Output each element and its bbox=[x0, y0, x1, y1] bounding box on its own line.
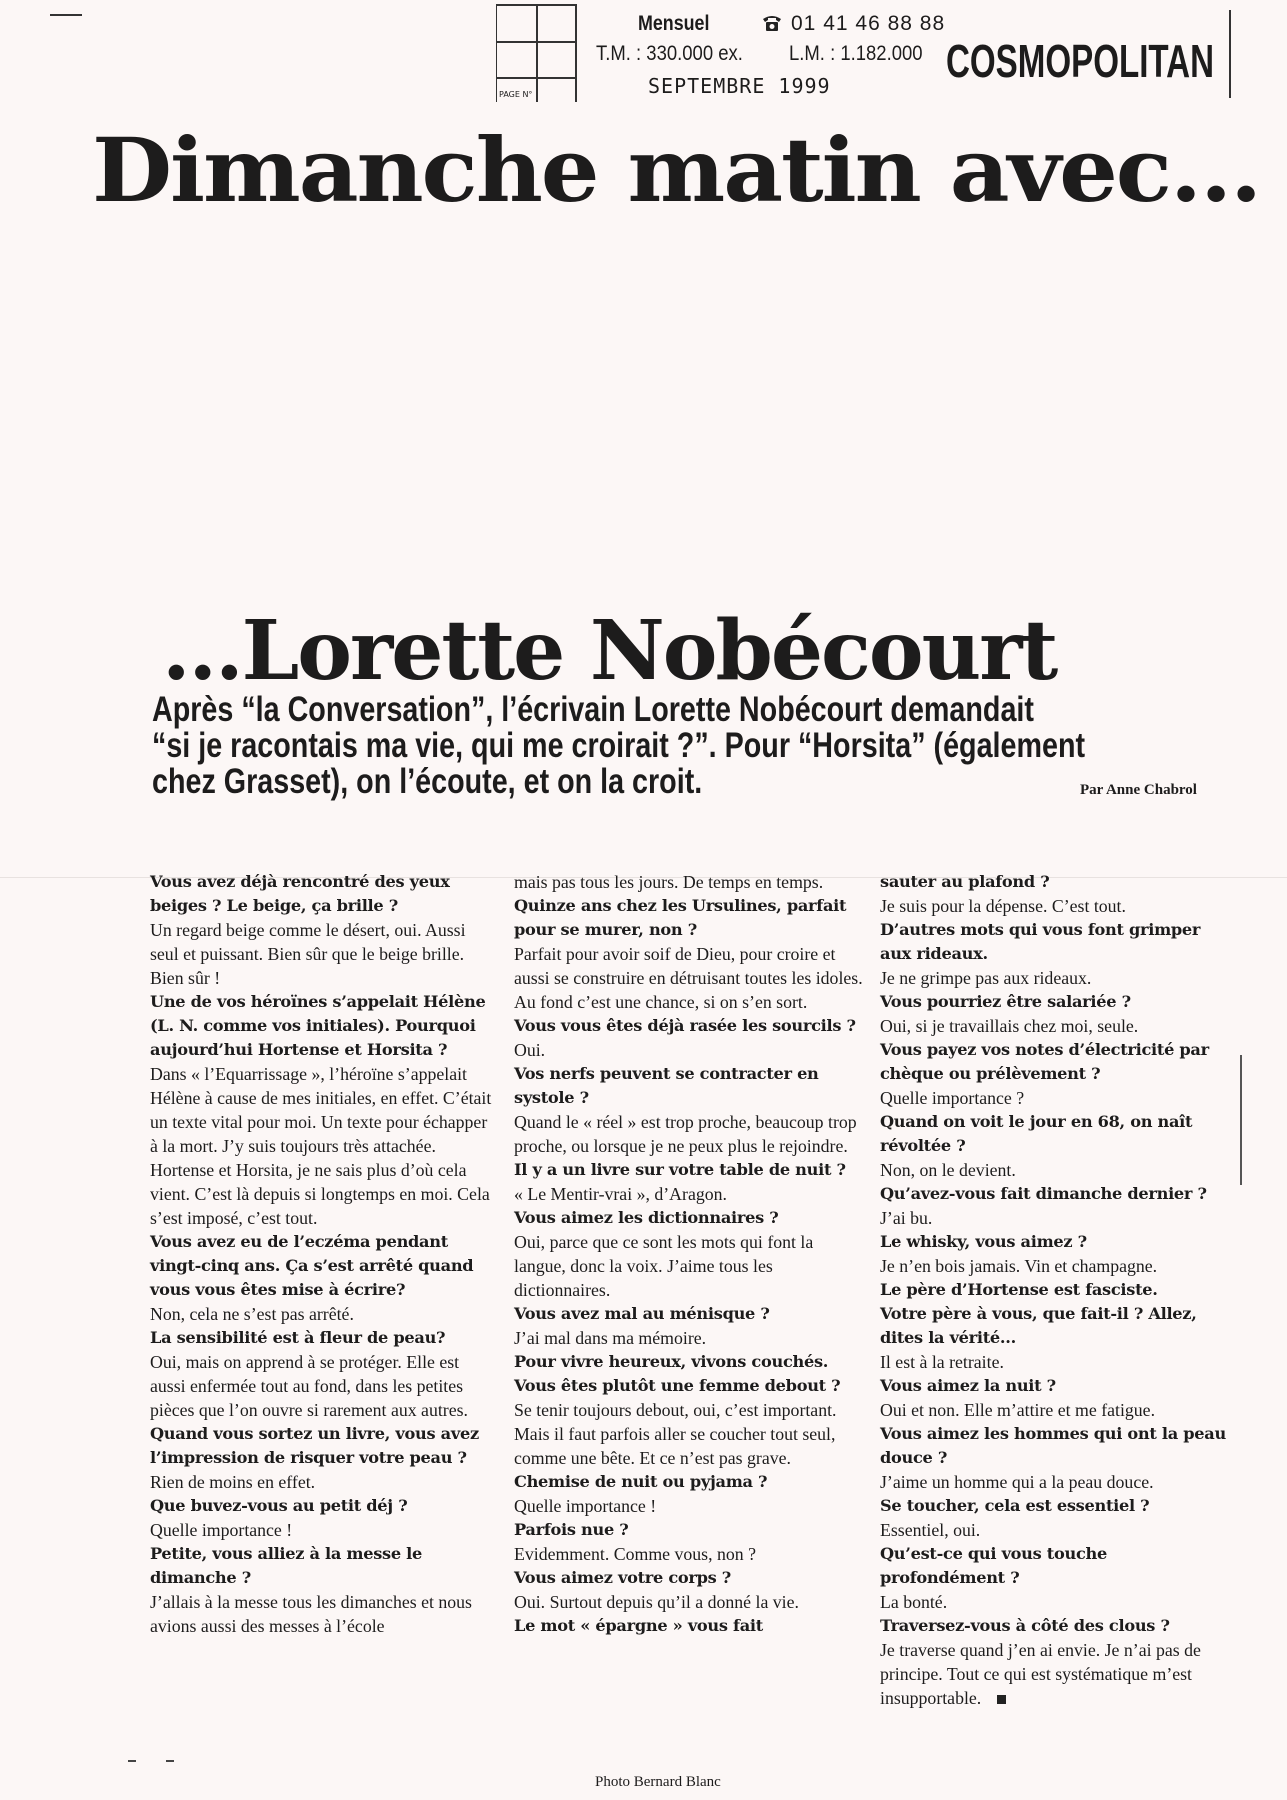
interview-question: Petite, vous alliez à la messe le dimanche ? bbox=[150, 1544, 423, 1587]
end-mark bbox=[997, 1695, 1006, 1704]
interview-answer: Oui, si je travaillais chez moi, seule. bbox=[880, 1016, 1139, 1036]
article-intro bbox=[152, 692, 1161, 800]
column-rule bbox=[1240, 1055, 1242, 1185]
interview-question: La sensibilité est à fleur de peau? bbox=[150, 1328, 446, 1347]
interview-answer: Je traverse quand j’en ai envie. Je n’ai pas de principe. Tout ce qui est systématique m’est insupportable. bbox=[880, 1640, 1201, 1708]
interview-question: Quand vous sortez un livre, vous avez l’impression de risquer votre peau ? bbox=[150, 1424, 479, 1467]
readership-lm: L.M. : 1.182.000 bbox=[789, 42, 923, 65]
interview-answer: Quelle importance ! bbox=[514, 1496, 657, 1516]
interview-question: Vous aimez votre corps ? bbox=[514, 1568, 731, 1587]
interview-answer: Quelle importance ! bbox=[150, 1520, 293, 1540]
interview-question: sauter au plafond ? bbox=[880, 872, 1050, 891]
margin-dash bbox=[50, 14, 82, 16]
article-subject: ...Lorette Nobécourt bbox=[162, 603, 1057, 699]
interview-answer: Quelle importance ? bbox=[880, 1088, 1025, 1108]
press-clipping-stamp bbox=[496, 4, 1231, 102]
interview-question: Traversez-vous à côté des clous ? bbox=[880, 1616, 1170, 1635]
interview-question: Pour vivre heureux, vivons couchés. bbox=[514, 1352, 829, 1371]
frequency-label: Mensuel bbox=[638, 12, 710, 35]
interview-answer: Essentiel, oui. bbox=[880, 1520, 981, 1540]
column-1 bbox=[150, 870, 493, 1638]
interview-question: Parfois nue ? bbox=[514, 1520, 629, 1539]
interview-answer: Oui, mais on apprend à se protéger. Elle est aussi enfermée tout au fond, dans les petites pièces que l’on ouvre si rarement aux autres. bbox=[150, 1352, 468, 1420]
interview-question: Qu’avez-vous fait dimanche dernier ? bbox=[880, 1184, 1207, 1203]
interview-answer: Je ne grimpe pas aux rideaux. bbox=[880, 968, 1092, 988]
interview-question: Qu’est-ce qui vous touche profondément ? bbox=[880, 1544, 1107, 1587]
interview-answer: Oui et non. Elle m’attire et me fatigue. bbox=[880, 1400, 1156, 1420]
interview-question: Vous payez vos notes d’électricité par chèque ou prélèvement ? bbox=[880, 1040, 1209, 1083]
circulation-tm: T.M. : 330.000 ex. bbox=[596, 42, 743, 65]
crop-mark bbox=[128, 1760, 136, 1762]
interview-answer: Parfait pour avoir soif de Dieu, pour croire et aussi se construire en détruisant toutes les idoles. Au fond c’est une chance, si on s’en sort. bbox=[514, 944, 863, 1012]
interview-answer: La bonté. bbox=[880, 1592, 948, 1612]
publication-name: COSMOPOLITAN bbox=[946, 35, 1215, 87]
column-3 bbox=[880, 870, 1232, 1710]
interview-question: Vous êtes plutôt une femme debout ? bbox=[514, 1376, 841, 1395]
interview-question: Votre père à vous, que fait-il ? Allez, dites la vérité... bbox=[880, 1304, 1197, 1347]
interview-question: Vous avez mal au ménisque ? bbox=[514, 1304, 770, 1323]
interview-answer: Non, on le devient. bbox=[880, 1160, 1016, 1180]
interview-answer: Quand le « réel » est trop proche, beaucoup trop proche, ou lorsque je ne peux plus le rejoindre. bbox=[514, 1112, 857, 1156]
interview-question: Il y a un livre sur votre table de nuit ? bbox=[514, 1160, 846, 1179]
intro-line: chez Grasset), on l’écoute, et on la croit. bbox=[152, 762, 703, 801]
interview-question: Vos nerfs peuvent se contracter en systole ? bbox=[514, 1064, 819, 1107]
interview-question: Vous vous êtes déjà rasée les sourcils ? bbox=[514, 1016, 856, 1035]
interview-answer: Un regard beige comme le désert, oui. Aussi seul et puissant. Bien sûr que le beige brille. Bien sûr ! bbox=[150, 920, 466, 988]
interview-question: Vous aimez les hommes qui ont la peau douce ? bbox=[880, 1424, 1226, 1467]
interview-answer: Se tenir toujours debout, oui, c’est important. Mais il faut parfois aller se coucher tout seul, comme une bête. Et ce n’est pas grave. bbox=[514, 1400, 837, 1468]
crop-mark bbox=[166, 1760, 174, 1762]
interview-answer: Evidemment. Comme vous, non ? bbox=[514, 1544, 756, 1564]
interview-question: Vous avez eu de l’eczéma pendant vingt-cinq ans. Ça s’est arrêté quand vous vous êtes mise à écrire? bbox=[150, 1232, 474, 1299]
interview-question: Le mot « épargne » vous fait bbox=[514, 1616, 763, 1635]
interview-answer: Rien de moins en effet. bbox=[150, 1472, 316, 1492]
interview-question: Chemise de nuit ou pyjama ? bbox=[514, 1472, 768, 1491]
interview-answer: Oui, parce que ce sont les mots qui font la langue, donc la voix. J’aime tous les dictionnaires. bbox=[514, 1232, 814, 1300]
interview-question: Une de vos héroïnes s’appelait Hélène (L. N. comme vos initiales). Pourquoi aujourd’hui Hortense et Horsita ? bbox=[150, 992, 486, 1059]
interview-question: Le père d’Hortense est fasciste. bbox=[880, 1280, 1158, 1299]
interview-answer: J’aime un homme qui a la peau douce. bbox=[880, 1472, 1154, 1492]
interview-answer: Oui. Surtout depuis qu’il a donné la vie. bbox=[514, 1592, 799, 1612]
interview-answer: Oui. bbox=[514, 1040, 546, 1060]
issue-date: SEPTEMBRE 1999 bbox=[648, 74, 831, 98]
interview-answer: J’ai mal dans ma mémoire. bbox=[514, 1328, 707, 1348]
interview-answer: Dans « l’Equarrissage », l’héroïne s’appelait Hélène à cause de mes initiales, en effet. C’était un texte vital pour moi. Un texte pour échapper à la mort. J’y suis toujours très attachée. Hortense et Horsita, je ne sais plus d’où cela vient. C’est là depuis si longtemps en moi. Cela s’est imposé, c’est tout. bbox=[150, 1064, 492, 1228]
interview-answer: « Le Mentir-vrai », d’Aragon. bbox=[514, 1184, 727, 1204]
phone-number: 01 41 46 88 88 bbox=[761, 12, 945, 36]
column-2 bbox=[514, 870, 864, 1638]
page-number-label: PAGE N° bbox=[499, 90, 533, 99]
article-title: Dimanche matin avec... bbox=[92, 118, 1261, 222]
interview-question: Vous aimez la nuit ? bbox=[880, 1376, 1056, 1395]
interview-question: Le whisky, vous aimez ? bbox=[880, 1232, 1087, 1251]
interview-answer: mais pas tous les jours. De temps en temps. bbox=[514, 872, 824, 892]
intro-line: “si je racontais ma vie, qui me croirait ?”. Pour “Horsita” (également bbox=[152, 726, 1086, 765]
interview-question: Vous avez déjà rencontré des yeux beiges ? Le beige, ça brille ? bbox=[150, 872, 450, 915]
byline: Par Anne Chabrol bbox=[1080, 782, 1197, 798]
interview-answer: Je n’en bois jamais. Vin et champagne. bbox=[880, 1256, 1158, 1276]
interview-question: Quand on voit le jour en 68, on naît révoltée ? bbox=[880, 1112, 1193, 1155]
interview-answer: Non, cela ne s’est pas arrêté. bbox=[150, 1304, 354, 1324]
intro-line: Après “la Conversation”, l’écrivain Lorette Nobécourt demandait bbox=[152, 690, 1034, 729]
interview-answer: J’ai bu. bbox=[880, 1208, 933, 1228]
interview-question: Se toucher, cela est essentiel ? bbox=[880, 1496, 1150, 1515]
telephone-icon bbox=[761, 14, 783, 32]
interview-answer: Il est à la retraite. bbox=[880, 1352, 1004, 1372]
interview-answer: Je suis pour la dépense. C’est tout. bbox=[880, 896, 1126, 916]
photo-credit: Photo Bernard Blanc bbox=[595, 1774, 721, 1790]
page-number-grid bbox=[496, 4, 577, 102]
interview-question: D’autres mots qui vous font grimper aux rideaux. bbox=[880, 920, 1201, 963]
interview-question: Vous pourriez être salariée ? bbox=[880, 992, 1131, 1011]
interview-question: Vous aimez les dictionnaires ? bbox=[514, 1208, 779, 1227]
interview-question: Que buvez-vous au petit déj ? bbox=[150, 1496, 408, 1515]
interview-question: Quinze ans chez les Ursulines, parfait pour se murer, non ? bbox=[514, 896, 847, 939]
interview-answer: J’allais à la messe tous les dimanches et nous avions aussi des messes à l’école bbox=[150, 1592, 472, 1636]
